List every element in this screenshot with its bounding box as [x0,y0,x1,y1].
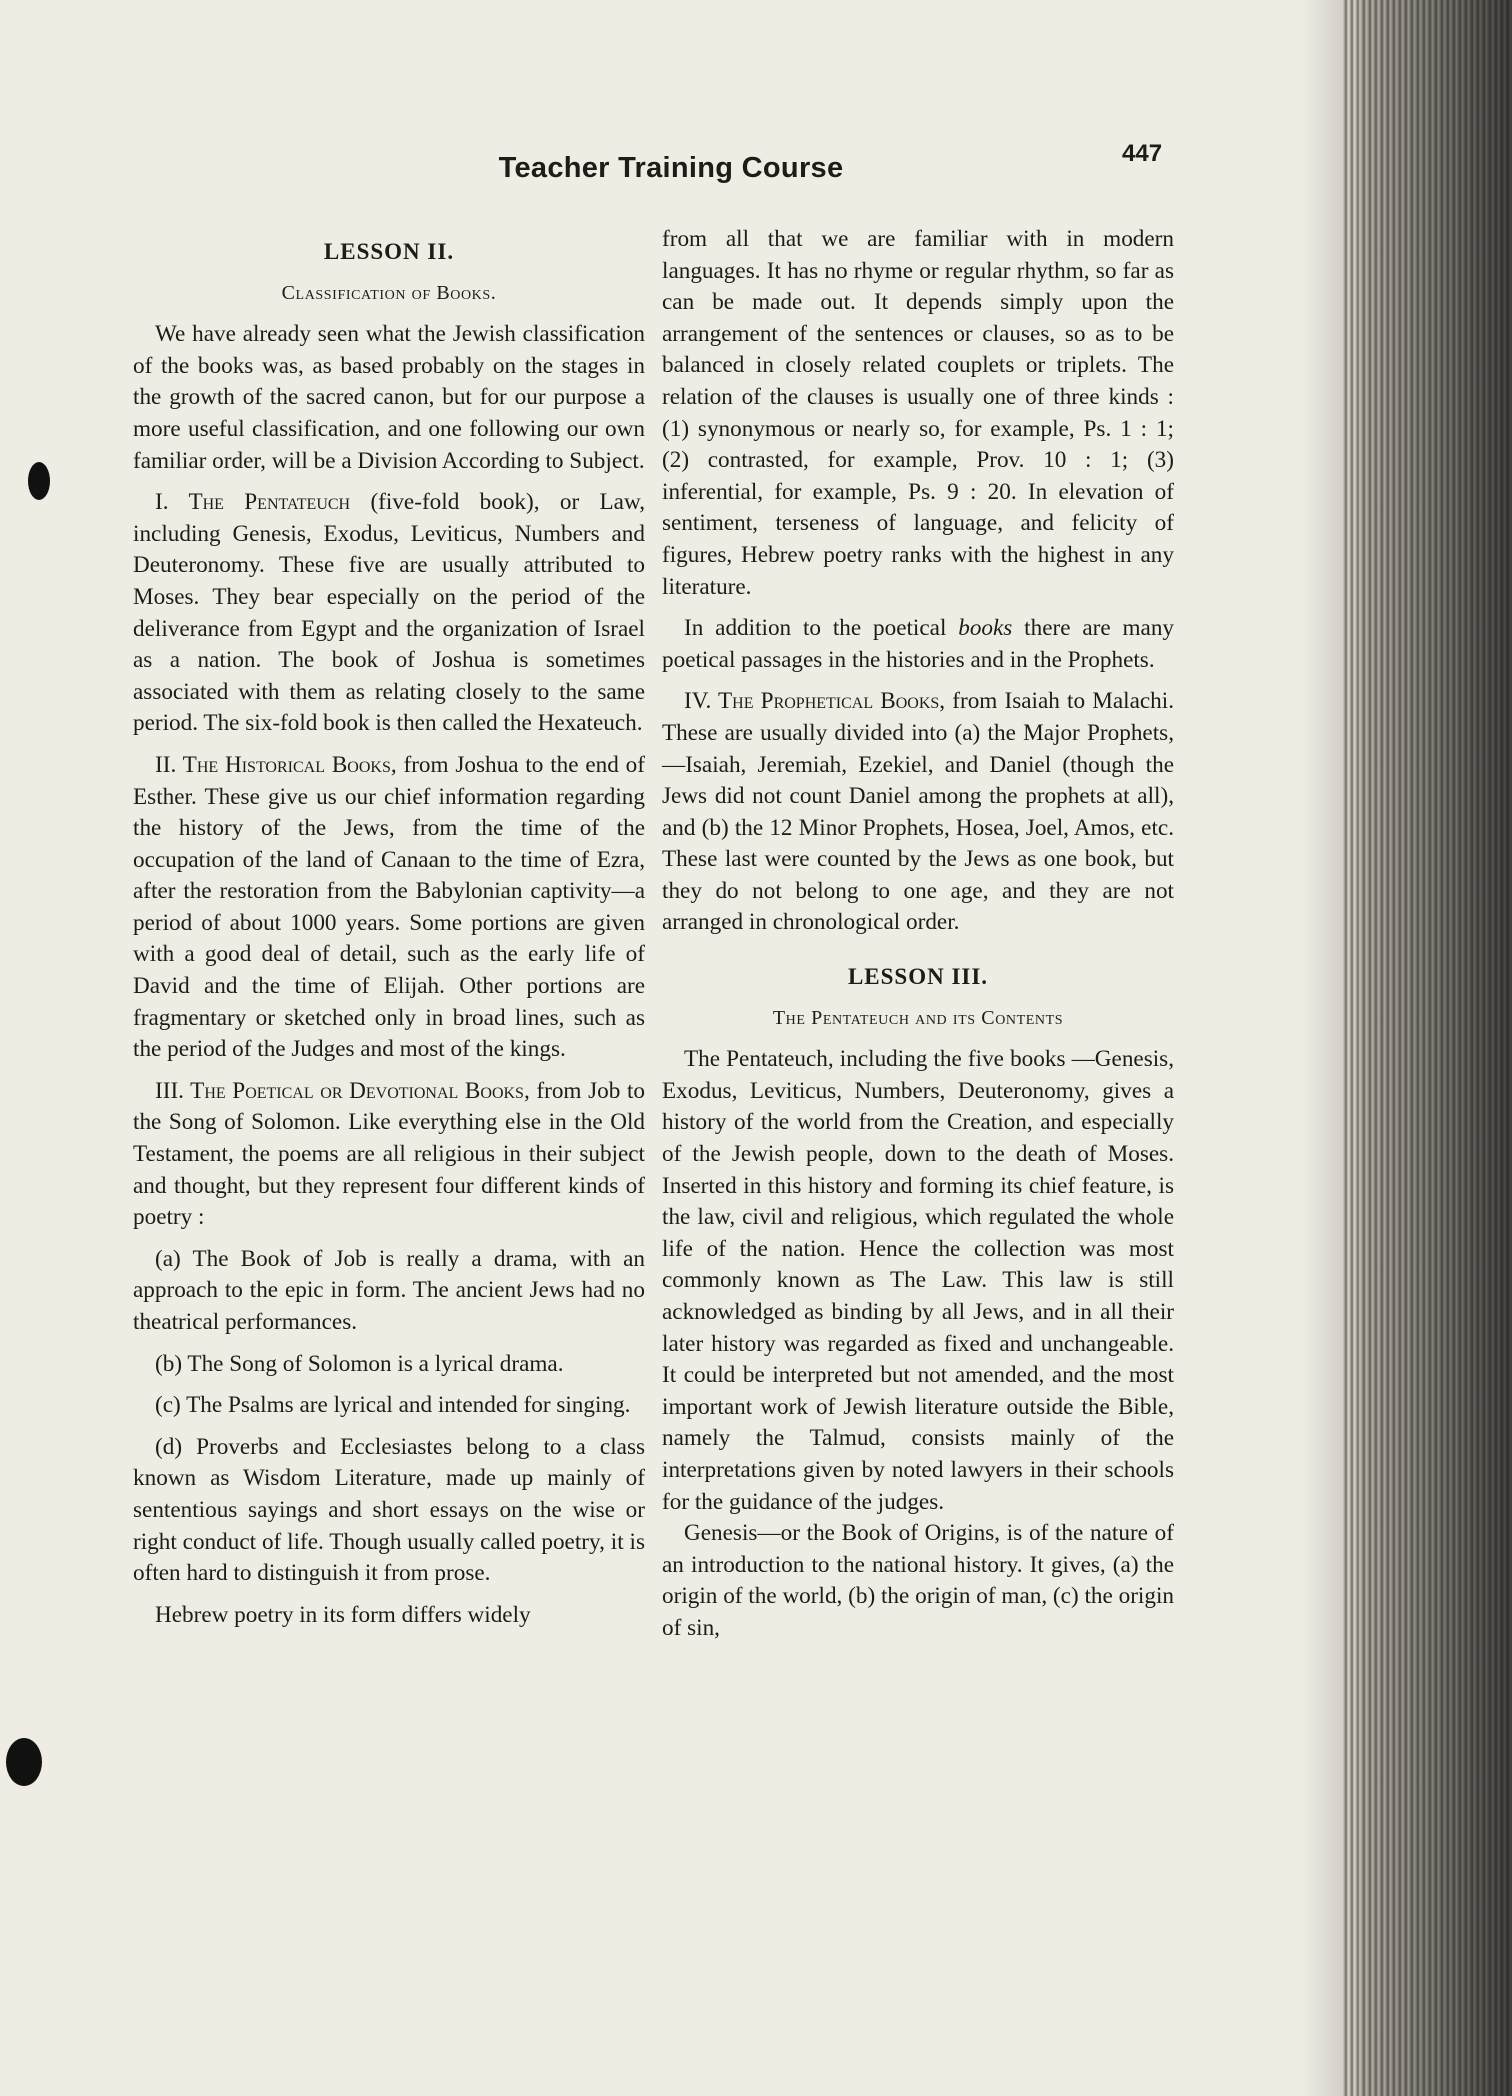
paragraph-text: from Joshua to the end of Esther. These give us our chief information regarding the history of the Jews, from the time of the occupation of the land of Canaan to the time of Ezra, after the restoration from the Babylonian captivity—a period of about 1000 years. Some portions are given with a good deal of detail, such as the early life of David and the time of Elijah. Other portions are fragmentary or sketched only in broad lines, such as the period of the Judges and most of the kings. [133,751,645,1063]
list-item: (a) The Book of Job is really a drama, with an approach to the epic in form. The ancient Jews had no theatrical performances. [133,1245,645,1335]
right-column [662,224,1174,1655]
section-label: I. The Pentateuch [155,489,351,516]
paragraph [662,686,1174,939]
lesson-title: LESSON III. [847,964,989,990]
paragraph [133,1076,645,1234]
paragraph: We have already seen what the Jewish classification of the books was, as based probably on the stages in the growth of the sacred canon, but for our purpose a more useful classification, and one following our own familiar order, will be a Division According to Subject. [133,321,645,474]
binding-hole-mark [6,1738,42,1786]
paragraph: from all that we are familiar with in modern languages. It has no rhyme or regular rhythm, so far as can be made out. It depends simply upon the arrangement of the sentences or clauses, so as to be balanced in closely related couplets or triplets. The relation of the clauses is usually one of three kinds : (1) synonymous or nearly so, for example, Ps. 1 : 1; (2) contrasted, for example, Prov. 10 : 1; (3) inferential, for example, Ps. 9 : 20. In elevation of sentiment, terseness of language, and felicity of figures, Hebrew poetry ranks with the highest in any literature. [662,226,1174,600]
list-item: (c) The Psalms are lyrical and intended for singing. [155,1392,631,1419]
book-edge-shadow [1360,0,1512,2096]
paragraph-text: (five-fold book), or Law, including Genesis, Exodus, Leviticus, Numbers and Deuteronomy. These five are usually attributed to Moses. They bear especially on the period of the deliverance from Egypt and the organization of Israel as a nation. The book of Joshua is sometimes associated with them as relating closely to the same period. The six-fold book is then called the Hexateuch. [133,489,646,737]
lesson-title: LESSON II. [323,239,455,264]
emphasis: books [958,615,1013,642]
paragraph: The Pentateuch, including the five books —Genesis, Exodus, Leviticus, Numbers, Deuteronomy, gives a history of the world from the Creation, and especially of the Jewish people, down to the death of Moses. Inserted in this history and forming its chief feature, is the law, civil and religious, which regulated the whole life of the nation. Hence the collection was most commonly known as The Law. This law is still acknowledged as binding by all Jews, and in all their later history was regarded as fixed and unchangeable. It could be interpreted but not amended, and the most important work of Jewish literature outside the Bible, namely the Talmud, consists mainly of the interpretations given by noted lawyers in their schools for the guidance of the judges. [662,1046,1174,1515]
page-shadow [1302,0,1342,2096]
section-label: II. The Historical Books, [155,751,397,778]
list-item: (b) The Song of Solomon is a lyrical drama. [155,1350,564,1377]
paragraph [133,750,645,1066]
paragraph-text: from Isaiah to Malachi. These are usually divided into (a) the Major Prophets,—Isaiah, Jeremiah, Ezekiel, and Daniel (though the Jews did not count Daniel among the prophets at all), and (b) the 12 Minor Prophets, Hosea, Joel, Amos, etc. These last were counted by the Jews as one book, but they do not belong to one age, and they are not arranged in chronological order. [662,688,1174,936]
paragraph: Hebrew poetry in its form differs widely [155,1601,531,1628]
list-item: (d) Proverbs and Ecclesiastes belong to a class known as Wisdom Literature, made up mainly of sententious sayings and short essays on the wise or right conduct of life. Though usually called poetry, it is often hard to distinguish it from prose. [133,1433,645,1587]
section-label: III. The Poetical or Devotional Books, [155,1077,530,1104]
paragraph-text: from Job to the Song of Solomon. Like everything else in the Old Testament, the poems are all religious in their subject and thought, but they represent four different kinds of poetry : [133,1077,645,1231]
left-column [133,232,645,1641]
binding-hole-mark [28,462,50,500]
section-title: Classification of Books. [281,281,497,304]
page-number: 447 [1122,140,1163,167]
paragraph-text: In addition to the poetical [684,615,959,642]
paragraph [133,487,645,740]
section-title: The Pentateuch and its Contents [772,1006,1064,1029]
running-title: Teacher Training Course [498,152,844,184]
paragraph [662,613,1174,676]
paragraph: Genesis—or the Book of Origins, is of the nature of an introduction to the national history. It gives, (a) the origin of the world, (b) the origin of man, (c) the origin of sin, [662,1520,1174,1641]
section-label: IV. The Prophetical Books, [684,688,946,715]
paragraph-text: there are many poetical passages in the histories and in the Prophets. [662,615,1175,673]
